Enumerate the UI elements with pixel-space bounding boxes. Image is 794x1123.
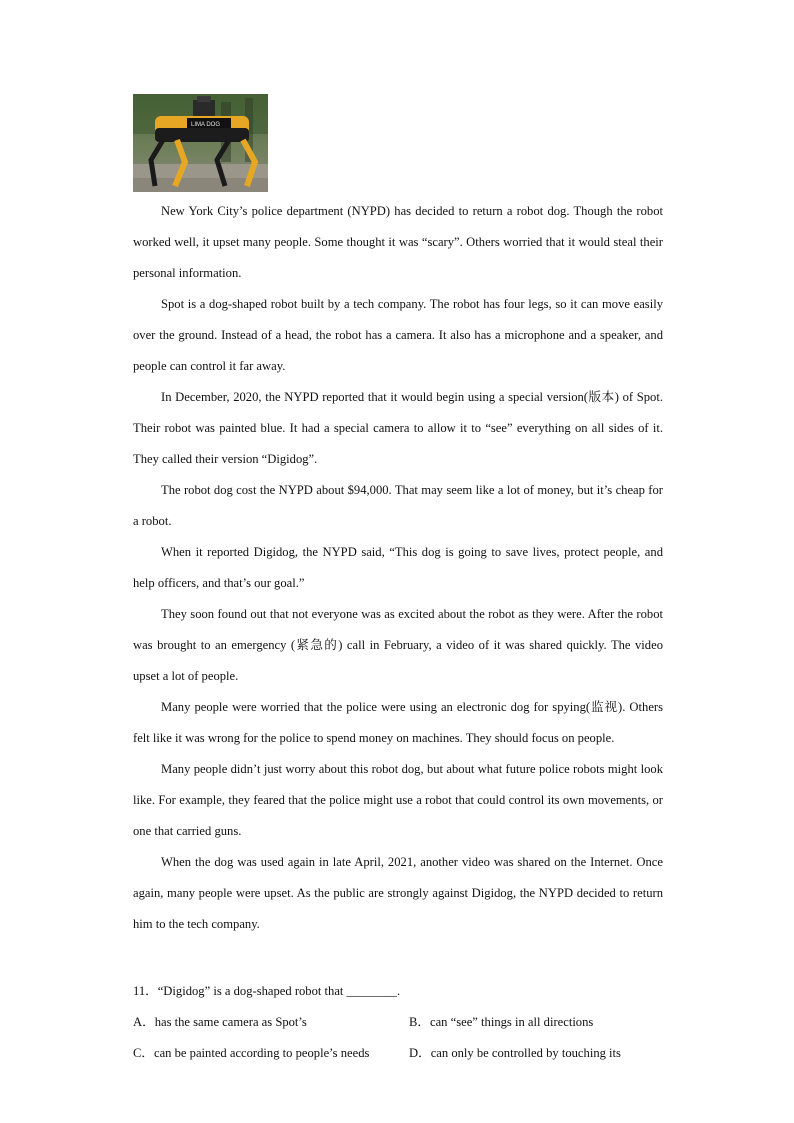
- robot-dog-illustration: [133, 94, 268, 192]
- options-row-cd: [133, 1038, 673, 1069]
- question-block: [133, 976, 673, 1069]
- paragraph: Many people were worried that the police were using an electronic dog for spying(监视). Others felt like it was wrong for the police to spend money on machines. They should focus on people.: [133, 700, 663, 745]
- robot-label: LIMA DOG: [191, 122, 221, 128]
- paragraph: Spot is a dog-shaped robot built by a tech company. The robot has four legs, so it can move easily over the ground. Instead of a head, the robot has a camera. It also has a microphone and a speaker, and people can control it far away.: [133, 297, 663, 373]
- question-stem: 11．“Digidog” is a dog-shaped robot that ________.: [133, 984, 401, 998]
- option-d: D．can only be controlled by touching its: [409, 1046, 621, 1060]
- paragraph: When the dog was used again in late April, 2021, another video was shared on the Internet. Once again, many people were upset. As the public are strongly against Digidog, the NYPD decided to return him to the tech company.: [133, 855, 663, 931]
- paragraph: The robot dog cost the NYPD about $94,000. That may seem like a lot of money, but it’s cheap for a robot.: [133, 483, 663, 528]
- options-row-ab: [133, 1007, 673, 1038]
- paragraph: New York City’s police department (NYPD) has decided to return a robot dog. Though the robot worked well, it upset many people. Some thought it was “scary”. Others worried that it would steal their personal information.: [133, 204, 663, 280]
- paragraph: They soon found out that not everyone was as excited about the robot as they were. After the robot was brought to an emergency (紧急的) call in February, a video of it was shared quickly. The video upset a lot of people.: [133, 607, 663, 683]
- paragraph: When it reported Digidog, the NYPD said, “This dog is going to save lives, protect people, and help officers, and that’s our goal.”: [133, 545, 663, 590]
- option-a: A．has the same camera as Spot’s: [133, 1015, 307, 1029]
- article-body: [133, 196, 663, 940]
- paragraph: In December, 2020, the NYPD reported that it would begin using a special version(版本) of Spot. Their robot was painted blue. It had a special camera to allow it to “see” everything on all sides of it. They called their version “Digidog”.: [133, 390, 663, 466]
- robot-dog-photo: [133, 94, 268, 192]
- option-b: B．can “see” things in all directions: [409, 1015, 594, 1029]
- option-c: C．can be painted according to people’s needs: [133, 1046, 370, 1060]
- paragraph: Many people didn’t just worry about this robot dog, but about what future police robots might look like. For example, they feared that the police might use a robot that could control its own movements, or one that carried guns.: [133, 762, 663, 838]
